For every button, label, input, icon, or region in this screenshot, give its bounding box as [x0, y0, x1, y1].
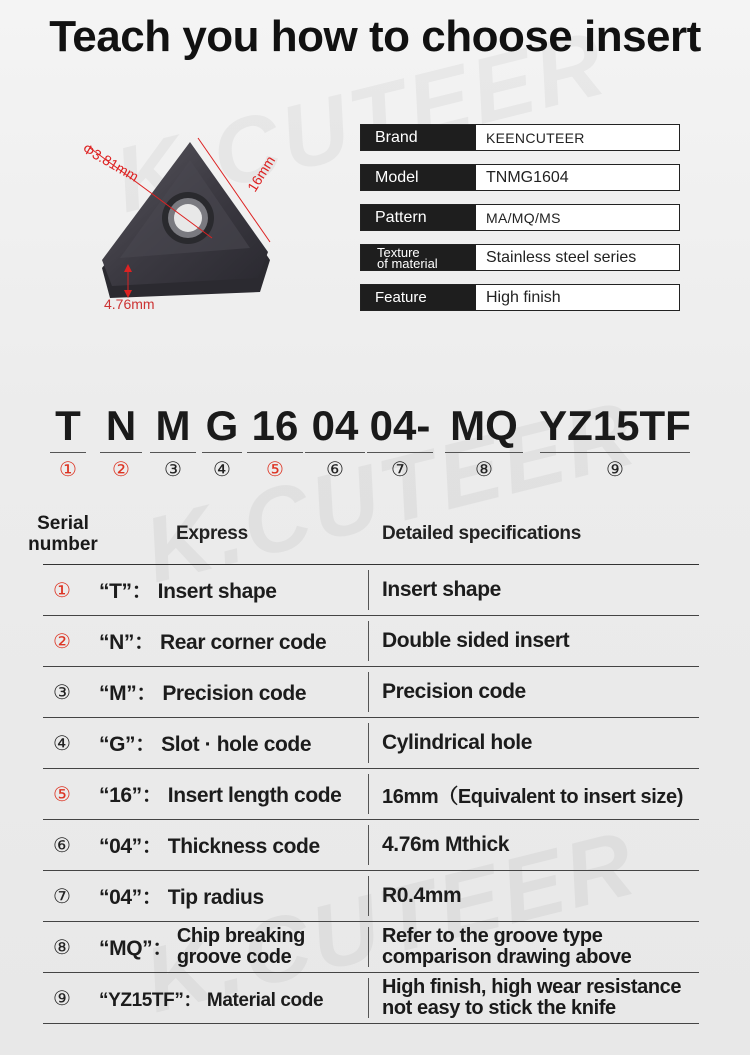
- header-express: [81, 514, 369, 554]
- table-row: [43, 616, 699, 667]
- row-detail: R0.4mm: [382, 884, 462, 907]
- spec-row-brand: [360, 124, 680, 151]
- code-segment: [365, 400, 435, 487]
- code-segment: [538, 400, 692, 487]
- header-detail-label: Detailed specifications: [382, 522, 582, 544]
- page-title: Teach you how to choose insert: [49, 12, 701, 61]
- spec-row-feature: [360, 284, 680, 311]
- row-detail: Cylindrical hole: [382, 731, 532, 754]
- code-number: ⑧: [475, 459, 493, 481]
- length-label: 16mm: [244, 153, 279, 195]
- row-detail: Precision code: [382, 680, 526, 703]
- header-serial-line2: number: [28, 533, 98, 555]
- row-detail-line2: comparison drawing above: [382, 946, 632, 968]
- code-segment: [245, 400, 305, 487]
- code-char: T: [55, 402, 81, 449]
- row-detail: Double sided insert: [382, 629, 570, 652]
- code-segment: [98, 400, 144, 487]
- spec-label-line1: Texture: [377, 244, 420, 260]
- code-char: 16: [251, 402, 299, 449]
- code-char: 04: [311, 402, 359, 449]
- code-number: ⑦: [391, 459, 409, 481]
- hole-diameter-label: Φ3.81mm: [80, 140, 142, 185]
- code-number: ③: [164, 459, 182, 481]
- model-code-breakdown: [0, 400, 750, 490]
- code-char: YZ15TF: [539, 402, 691, 449]
- code-char: N: [105, 402, 137, 449]
- header-serial-line1: Serial: [37, 512, 89, 534]
- spec-value: High finish: [486, 288, 561, 306]
- code-number: ⑨: [606, 459, 624, 481]
- row-number: ③: [53, 681, 71, 704]
- row-express: “04”： Thickness code: [99, 835, 320, 858]
- specification-table: [28, 503, 699, 1024]
- table-header: [28, 503, 699, 565]
- code-segment: [443, 400, 525, 487]
- spec-label: [361, 245, 476, 270]
- row-number: ①: [53, 579, 71, 602]
- spec-label: Model: [361, 165, 476, 190]
- spec-label: Feature: [361, 285, 476, 310]
- code-number: ②: [112, 459, 130, 481]
- row-number: ⑥: [53, 834, 71, 857]
- row-detail-line1: High finish, high wear resistance: [382, 976, 682, 998]
- spec-label: Pattern: [361, 205, 476, 230]
- thickness-label: 4.76mm: [104, 296, 155, 312]
- row-number: ②: [53, 630, 71, 653]
- code-segment: [303, 400, 367, 487]
- table-row: [43, 922, 699, 973]
- table-row: [43, 871, 699, 922]
- row-express: “T”： Insert shape: [99, 580, 277, 603]
- code-number: ①: [59, 459, 77, 481]
- triangle-insert-image: [80, 120, 320, 320]
- row-detail: Insert shape: [382, 578, 501, 601]
- row-number: ⑤: [53, 783, 71, 806]
- row-express: “04”： Tip radius: [99, 886, 264, 909]
- code-char: M: [155, 402, 191, 449]
- table-row: [43, 820, 699, 871]
- table-row: [43, 718, 699, 769]
- spec-value: KEENCUTEER: [486, 129, 585, 146]
- code-segment: [200, 400, 244, 487]
- spec-value: Stainless steel series: [486, 248, 637, 266]
- table-row: [43, 565, 699, 616]
- row-detail-line2: not easy to stick the knife: [382, 997, 616, 1019]
- row-number: ⑦: [53, 885, 71, 908]
- row-express: “YZ15TF”： Material code: [99, 989, 324, 1011]
- spec-value: MA/MQ/MS: [486, 209, 561, 226]
- row-express-line1: Chip breaking: [176, 925, 305, 947]
- row-detail-line1: Refer to the groove type: [382, 925, 603, 947]
- row-number: ⑧: [53, 936, 71, 959]
- code-number: ⑥: [326, 459, 344, 481]
- header-express-label: Express: [176, 522, 248, 544]
- header-detail: [369, 523, 699, 545]
- row-number: ④: [53, 732, 71, 755]
- row-number: ⑨: [53, 987, 71, 1010]
- code-number: ⑤: [266, 459, 284, 481]
- row-express-prefix: “MQ”：: [99, 937, 173, 960]
- row-detail: 16mm（Equivalent to insert size): [382, 785, 684, 808]
- spec-table: [360, 124, 680, 324]
- code-char: 04-: [369, 402, 431, 449]
- row-express-line2: groove code: [176, 946, 292, 968]
- table-row: [43, 973, 699, 1024]
- spec-value: TNMG1604: [486, 168, 569, 186]
- row-detail: 4.76m Mthick: [382, 833, 510, 856]
- spec-label-line2: of material: [377, 255, 438, 271]
- table-row: [43, 667, 699, 718]
- spec-row-pattern: [360, 204, 680, 231]
- header-serial: [28, 512, 98, 555]
- code-segment: [48, 400, 88, 487]
- code-segment: [148, 400, 198, 487]
- code-number: ④: [213, 459, 231, 481]
- code-char: MQ: [450, 402, 518, 449]
- spec-row-texture: [360, 244, 680, 271]
- code-char: G: [205, 402, 239, 449]
- row-express: “16”： Insert length code: [99, 784, 342, 807]
- spec-label: Brand: [361, 125, 476, 150]
- row-express: “M”： Precision code: [99, 682, 307, 705]
- row-express: “N”： Rear corner code: [99, 631, 327, 654]
- spec-row-model: [360, 164, 680, 191]
- table-row: [43, 769, 699, 820]
- row-express: “G”： Slot · hole code: [99, 733, 312, 756]
